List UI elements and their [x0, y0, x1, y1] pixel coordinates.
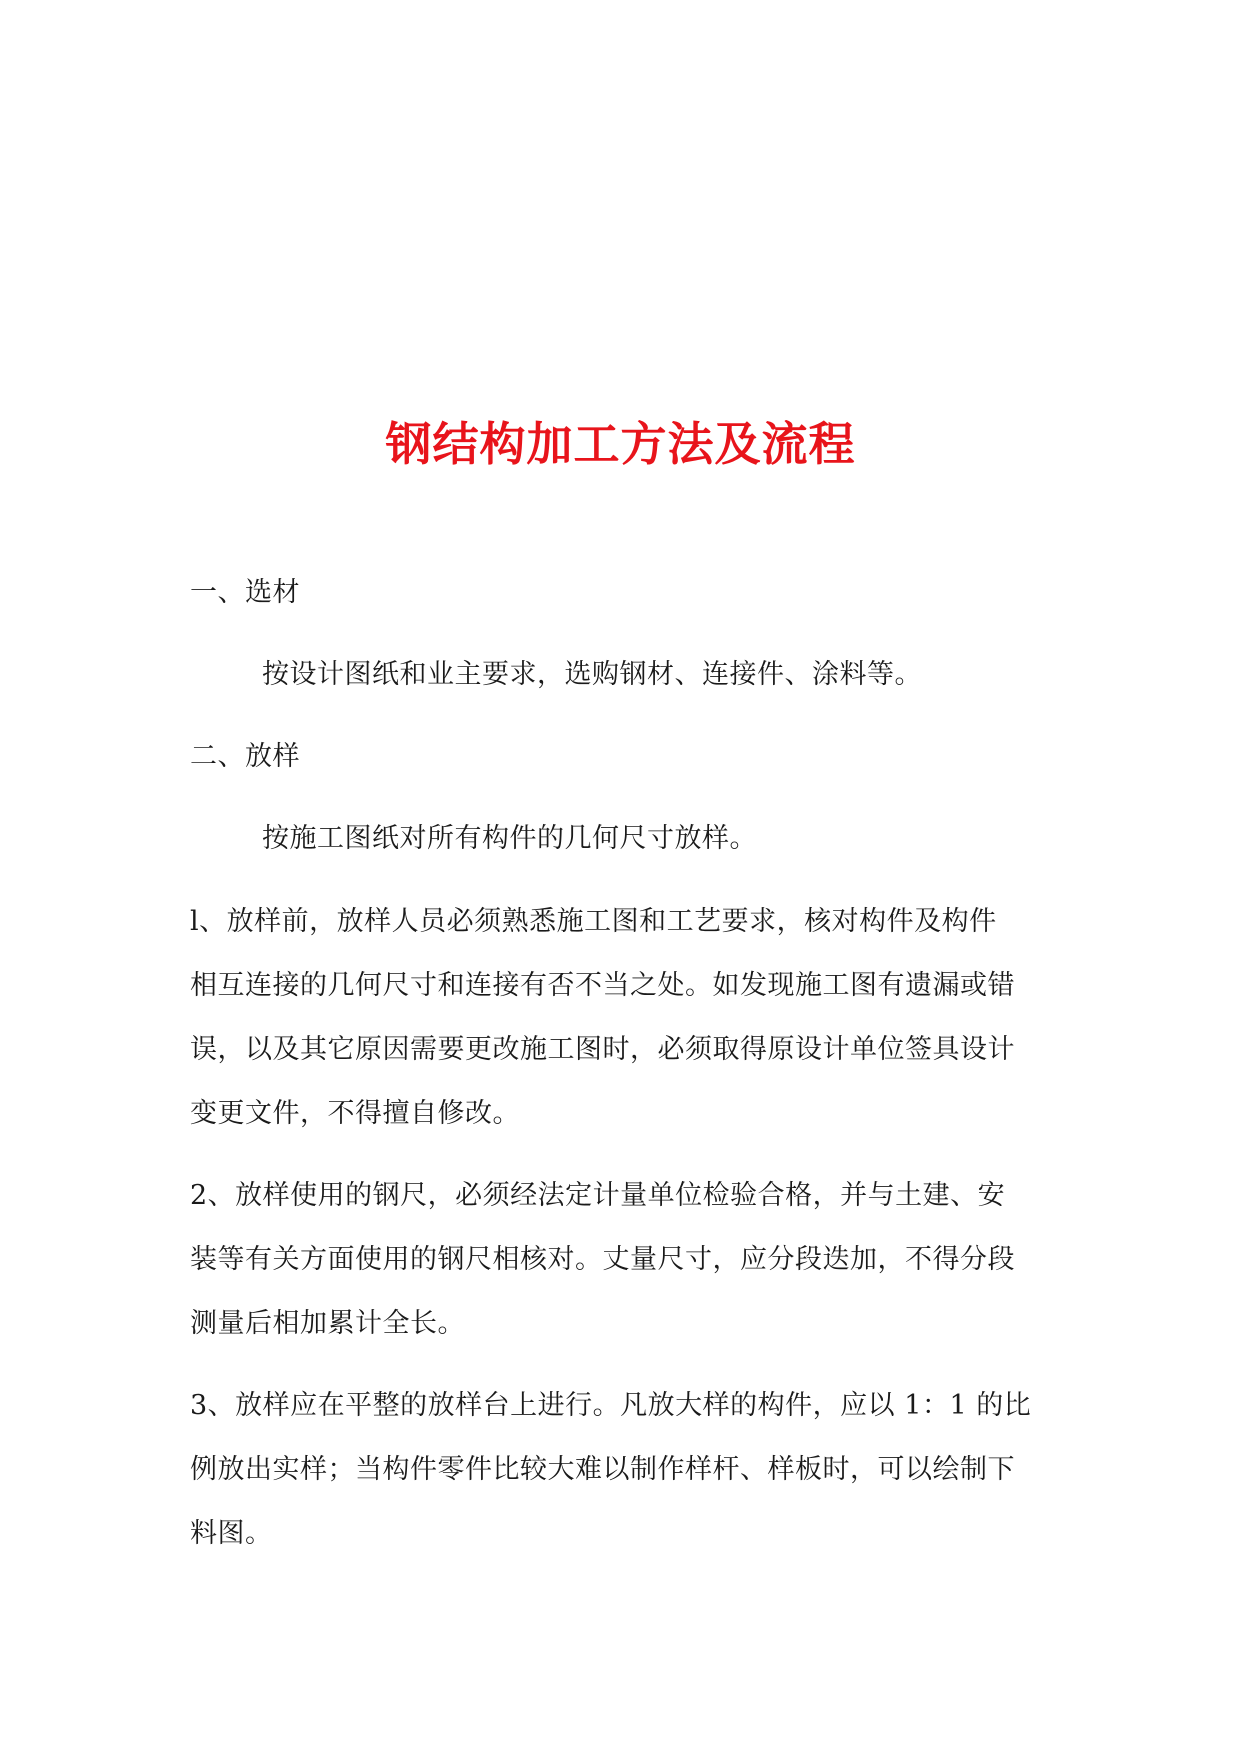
- item-2-line-2: 装等有关方面使用的钢尺相核对。丈量尺寸，应分段迭加，不得分段: [190, 1244, 1015, 1275]
- item-2-line-1: 2、放样使用的钢尺，必须经法定计量单位检验合格，并与土建、安: [190, 1180, 1006, 1211]
- item-1-line-2: 相互连接的几何尺寸和连接有否不当之处。如发现施工图有遗漏或错: [190, 970, 1015, 1001]
- section-intro-layout: 按施工图纸对所有构件的几何尺寸放样。: [262, 823, 757, 854]
- item-1-line-1: l、放样前，放样人员必须熟悉施工图和工艺要求，核对构件及构件: [190, 906, 997, 937]
- section-heading-layout: 二、放样: [190, 741, 300, 772]
- section-heading-materials: 一、选材: [190, 577, 300, 608]
- document-title: 钢结构加工方法及流程: [385, 417, 856, 471]
- item-3-line-1: 3、放样应在平整的放样台上进行。凡放大样的构件，应以 1：1 的比: [190, 1390, 1032, 1421]
- item-3-line-3: 料图。: [190, 1518, 273, 1549]
- item-2-line-3: 测量后相加累计全长。: [190, 1308, 465, 1339]
- item-3-line-2: 例放出实样；当构件零件比较大难以制作样杆、样板时，可以绘制下: [190, 1454, 1015, 1485]
- section-intro-materials: 按设计图纸和业主要求，选购钢材、连接件、涂料等。: [262, 659, 922, 690]
- item-1-line-3: 误，以及其它原因需要更改施工图时，必须取得原设计单位签具设计: [190, 1034, 1015, 1065]
- item-1-line-4: 变更文件，不得擅自修改。: [190, 1098, 520, 1129]
